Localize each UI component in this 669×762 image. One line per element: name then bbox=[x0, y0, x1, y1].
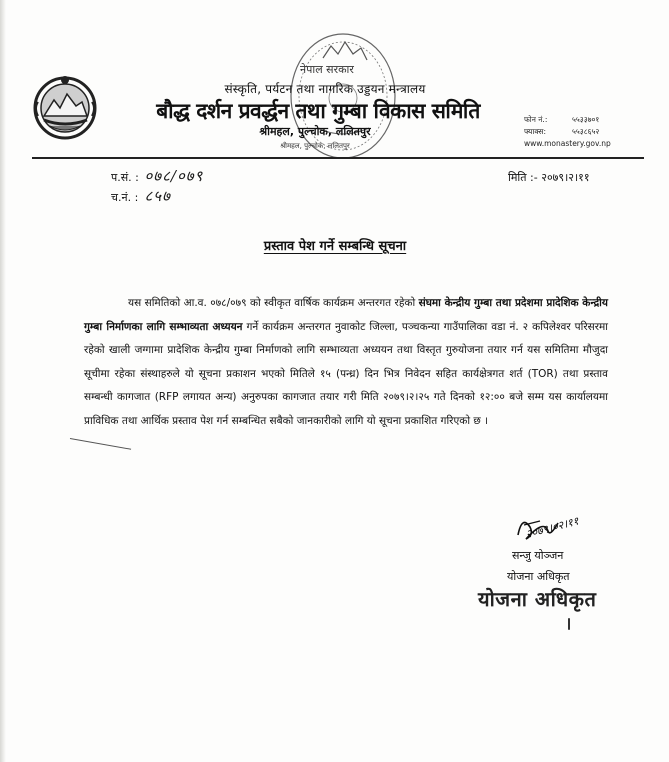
fax-row bbox=[524, 126, 654, 138]
ref-pa-sa bbox=[111, 166, 203, 186]
fax-value: ५५३८६५२ bbox=[572, 127, 600, 136]
notice-subject: प्रस्ताव पेश गर्ने सम्बन्धि सूचना bbox=[263, 239, 407, 254]
address-main: श्रीमहल, पुल्चोक, ललितपुर bbox=[259, 125, 371, 138]
notice-body bbox=[84, 292, 608, 433]
stray-mark bbox=[70, 438, 131, 450]
scan-edge bbox=[0, 0, 6, 762]
website-link[interactable]: www.monastery.gov.np bbox=[524, 139, 611, 148]
signature-date: २०७९।०२।११ bbox=[524, 514, 581, 542]
date-label: मिति :- bbox=[508, 171, 538, 184]
cha-na-value: ८५७ bbox=[144, 187, 171, 205]
ref-cha-na bbox=[111, 186, 171, 206]
organization-name: बौद्ध दर्शन प्रवर्द्धन तथा गुम्बा विकास समिति bbox=[156, 99, 480, 123]
ink-mark bbox=[568, 618, 570, 630]
title-stamp: योजना अधिकृत bbox=[478, 587, 597, 611]
header-divider bbox=[32, 157, 644, 159]
phone-row bbox=[524, 114, 654, 126]
signatory-title: योजना अधिकृत bbox=[507, 570, 570, 583]
cha-na-label: च.नं. : bbox=[111, 191, 139, 204]
phone-value: ५५३३७०१ bbox=[572, 115, 600, 124]
body-part-1: यस समितिको आ.व. ०७८/०७९ को स्वीकृत वार्षिक कार्यक्रम अन्तरगत रहेको bbox=[128, 297, 419, 309]
pa-sa-value: ०७८/०७९ bbox=[144, 167, 204, 185]
fax-label: फ्याक्स: bbox=[524, 127, 546, 136]
date-line bbox=[508, 170, 590, 185]
nepal-emblem-icon bbox=[30, 72, 100, 144]
ministry-name: संस्कृति, पर्यटन तथा नागरिक उड्डयन मन्त्रालय bbox=[224, 82, 426, 96]
pa-sa-label: प.सं. : bbox=[111, 171, 139, 184]
date-value: २०७९।२।११ bbox=[541, 171, 590, 184]
address-small: श्रीमहल, पुल्चोक, ललितपुर bbox=[280, 142, 350, 150]
seal-text: नेपाल सरकार bbox=[300, 63, 354, 76]
body-bold-part: संघमा केन्द्रीय गुम्बा तथा प्रदेशमा प्रादेशिक केन्द्रीय गुम्बा निर्माणका लागि सम्भाव्यता अध्ययन bbox=[84, 297, 608, 333]
signatory-name: सन्जु योञ्जन bbox=[512, 549, 564, 562]
contact-block bbox=[524, 114, 654, 150]
body-part-2: गर्ने कार्यक्रम अन्तरगत नुवाकोट जिल्ला, पञ्चकन्या गाउँपालिका वडा नं. २ कपिलेश्वर परिसरमा रहेको खाली जग्गामा प्रादेशिक केन्द्रीय गुम्बा निर्माणको लागि सम्भाव्यता अध्ययन तथा विस्तृत गुरुयोजना तयार गर्न यस समितिमा मौजुदा सूचीमा रहेका संस्थाहरुले यो सूचना प्रकाशन भएको मितिले १५ (पन्ध्र) दिन भित्र निवेदन सहित कार्यक्षेत्रगत शर्त (TOR) तथा प्रस्ताव सम्बन्धी कागजात (RFP लगायत अन्य) अनुरुपका कागजात तयार गरी मिति २०७९।२।२५ गते दिनको १२:०० बजे सम्म यस कार्यालयमा प्राविधिक तथा आर्थिक प्रस्ताव पेश गर्न सम्बन्धित सबैको जानकारीको लागि यो सूचना प्रकाशित गरिएको छ । bbox=[84, 320, 608, 427]
phone-label: फोन नं.: bbox=[524, 115, 548, 124]
